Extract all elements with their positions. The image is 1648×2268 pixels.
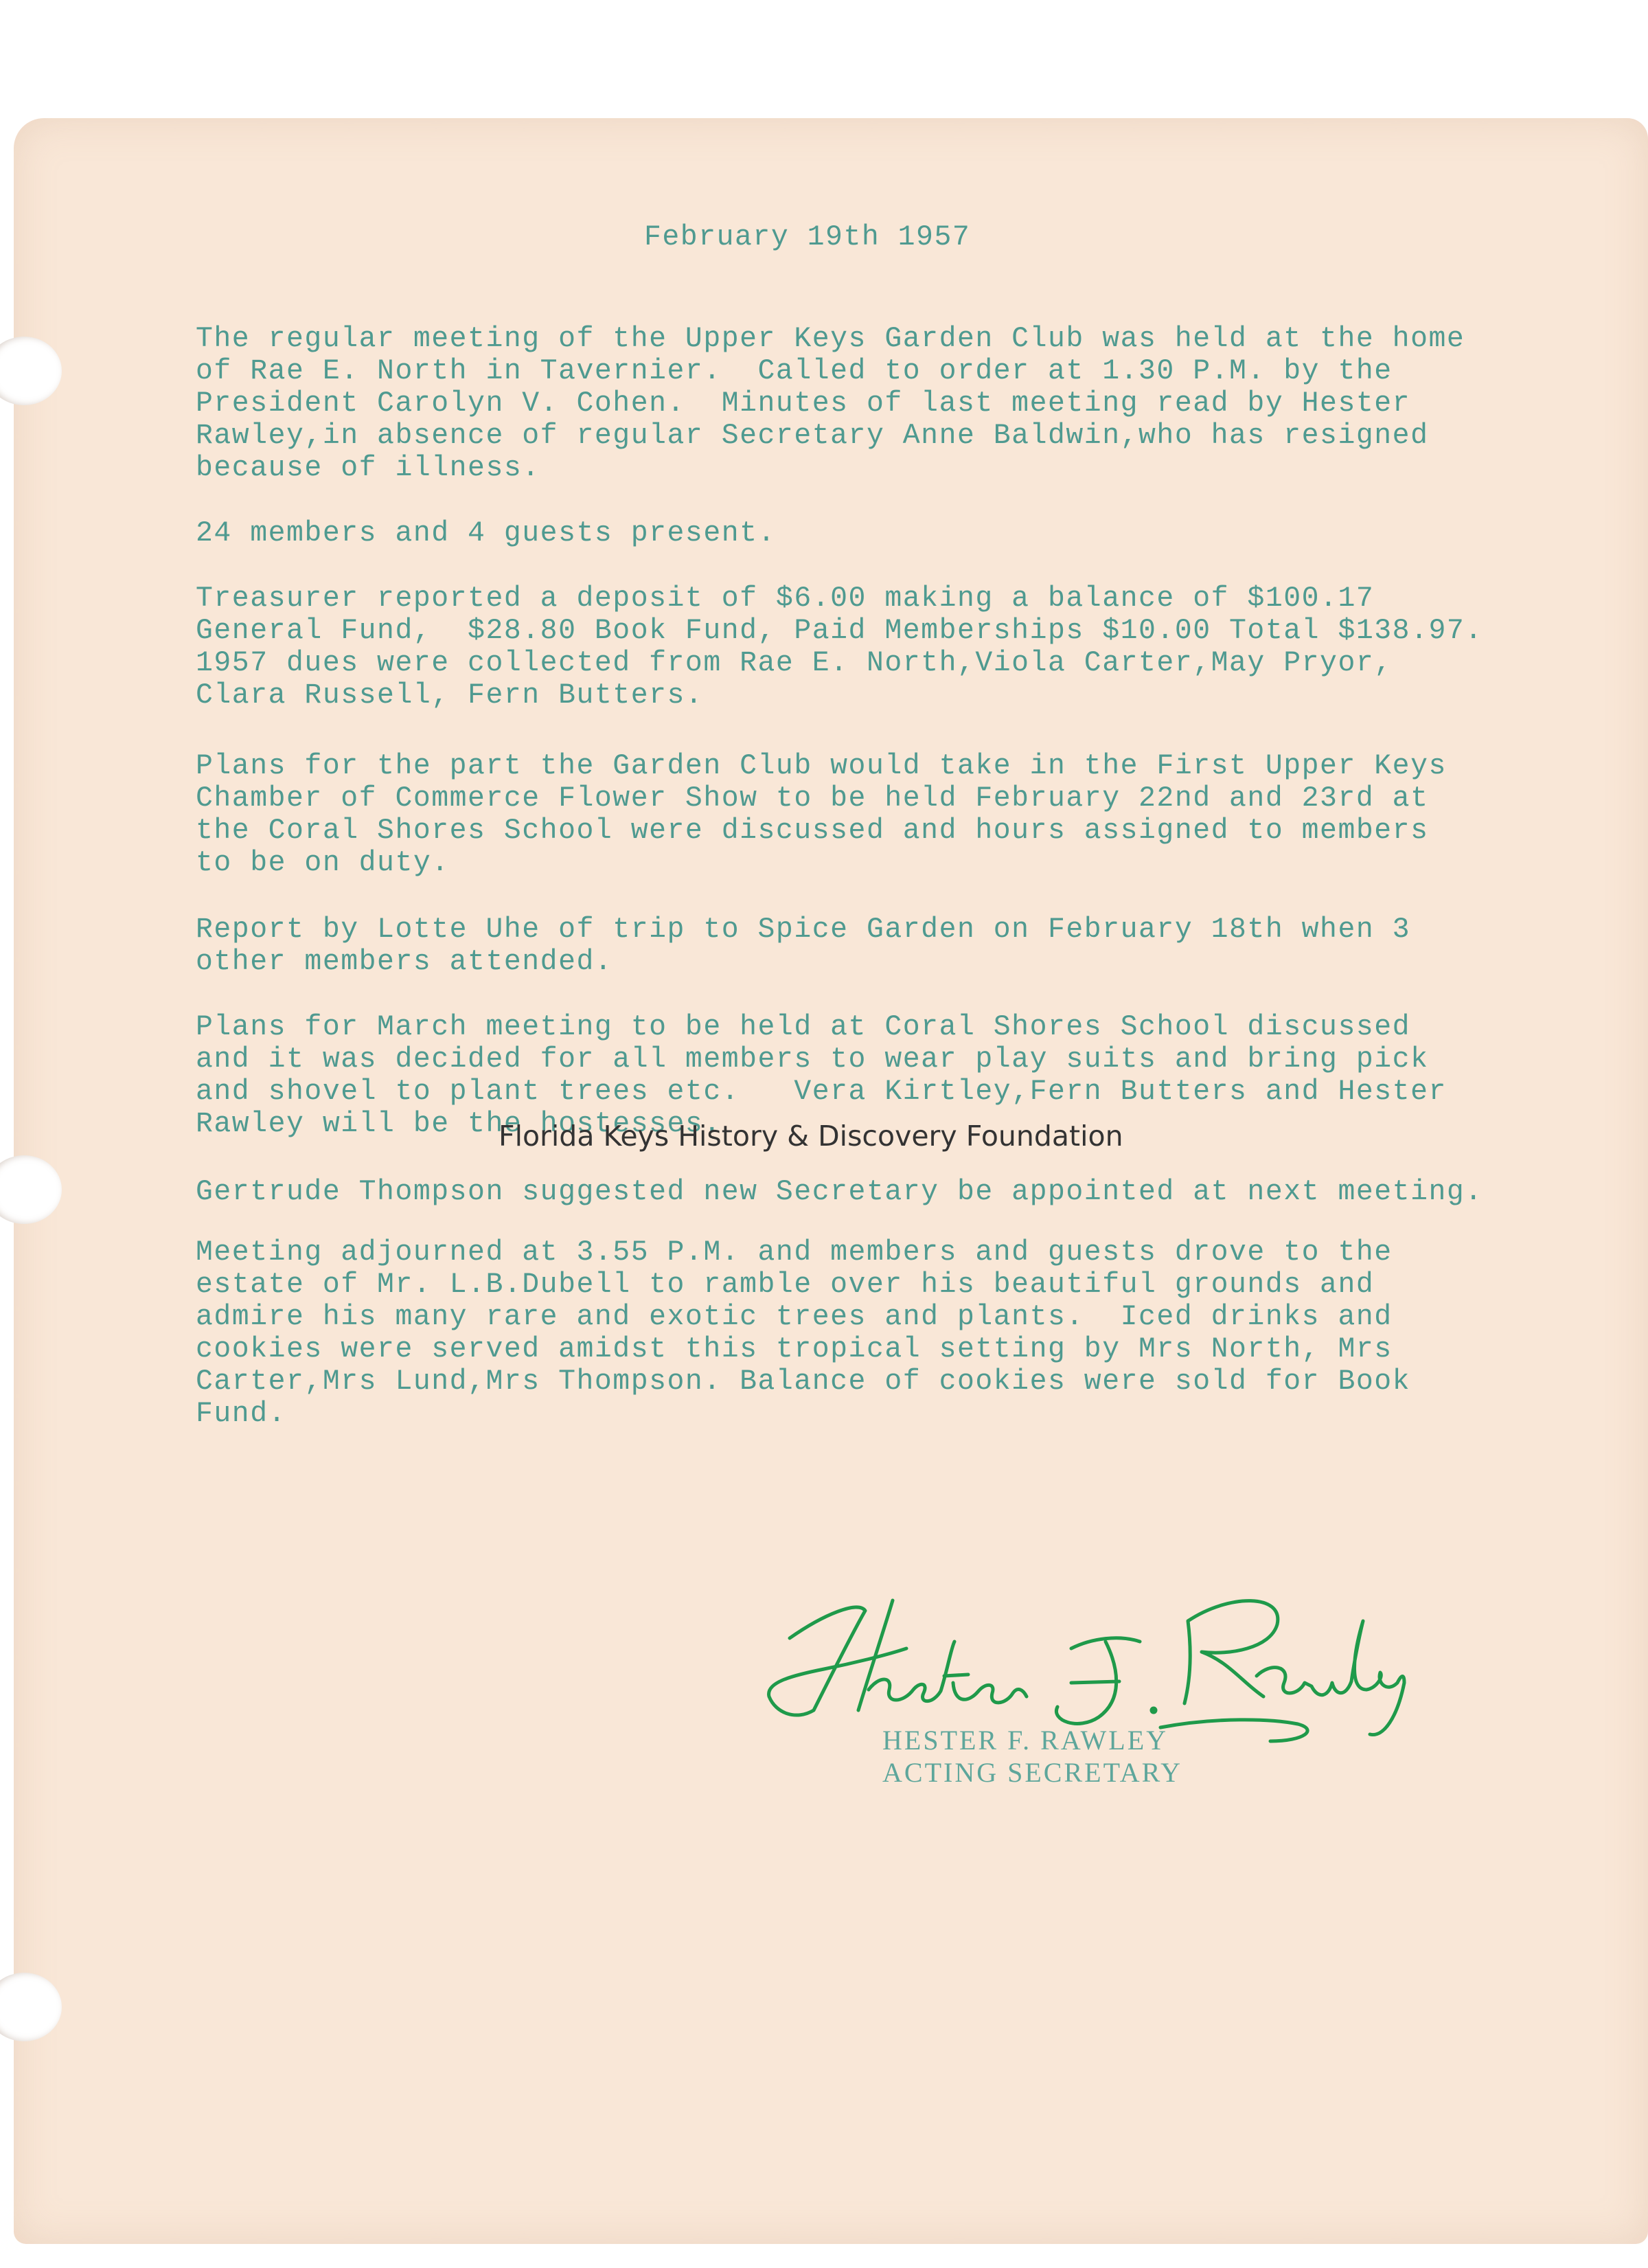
signer-title: ACTING SECRETARY	[882, 1757, 1183, 1788]
punch-hole-top	[0, 337, 62, 405]
watermark-text: Florida Keys History & Discovery Foundation	[499, 1120, 1123, 1153]
paragraph-adjournment: Meeting adjourned at 3.55 P.M. and members and guests drove to the estate of Mr. L.B.Dubell to ramble over his beautiful grounds and admire his many rare and exotic trees and plants. Iced drinks and cookies were served amidst this tropical setting by Mrs North, Mrs Carter,Mrs Lund,Mrs Thompson. Balance of cookies were sold for Book Fund.	[196, 1236, 1411, 1430]
punch-hole-bottom	[0, 1973, 62, 2041]
paragraph-flower-show-plans: Plans for the part the Garden Club would take in the First Upper Keys Chamber of Commerce Flower Show to be held February 22nd and 23rd at the Coral Shores School were discussed and hours assigned to members to be on duty.	[196, 750, 1447, 879]
document-date: February 19th 1957	[644, 221, 971, 253]
paragraph-treasurer-report: Treasurer reported a deposit of $6.00 making a balance of $100.17 General Fund, $28.80 Book Fund, Paid Memberships $10.00 Total $138.97. 1957 dues were collected from Rae E. North,Viola Carter,May Pryor, Clara Russell, Fern Butters.	[196, 582, 1483, 712]
signer-name: HESTER F. RAWLEY	[882, 1725, 1169, 1756]
paragraph-meeting-opening: The regular meeting of the Upper Keys Garden Club was held at the home of Rae E. North in Tavernier. Called to order at 1.30 P.M. by the President Carolyn V. Cohen. Minutes of last meeting read by Hester Rawley,in absence of regular Secretary Anne Baldwin,who has resigned because of illness.	[196, 323, 1465, 484]
paragraph-march-meeting-plans: Plans for March meeting to be held at Coral Shores School discussed and it was decided for all members to wear play suits and bring pick and shovel to plant trees etc. Vera Kirtley,Fern Butters and Hester Rawley will be the hostesses.	[196, 1011, 1447, 1140]
paragraph-spice-garden-report: Report by Lotte Uhe of trip to Spice Garden on February 18th when 3 other members attended.	[196, 914, 1411, 978]
signer-block	[882, 1724, 1182, 1789]
paragraph-attendance: 24 members and 4 guests present.	[196, 517, 776, 549]
punch-hole-middle	[0, 1155, 62, 1224]
paragraph-new-secretary: Gertrude Thompson suggested new Secretary be appointed at next meeting.	[196, 1176, 1483, 1208]
